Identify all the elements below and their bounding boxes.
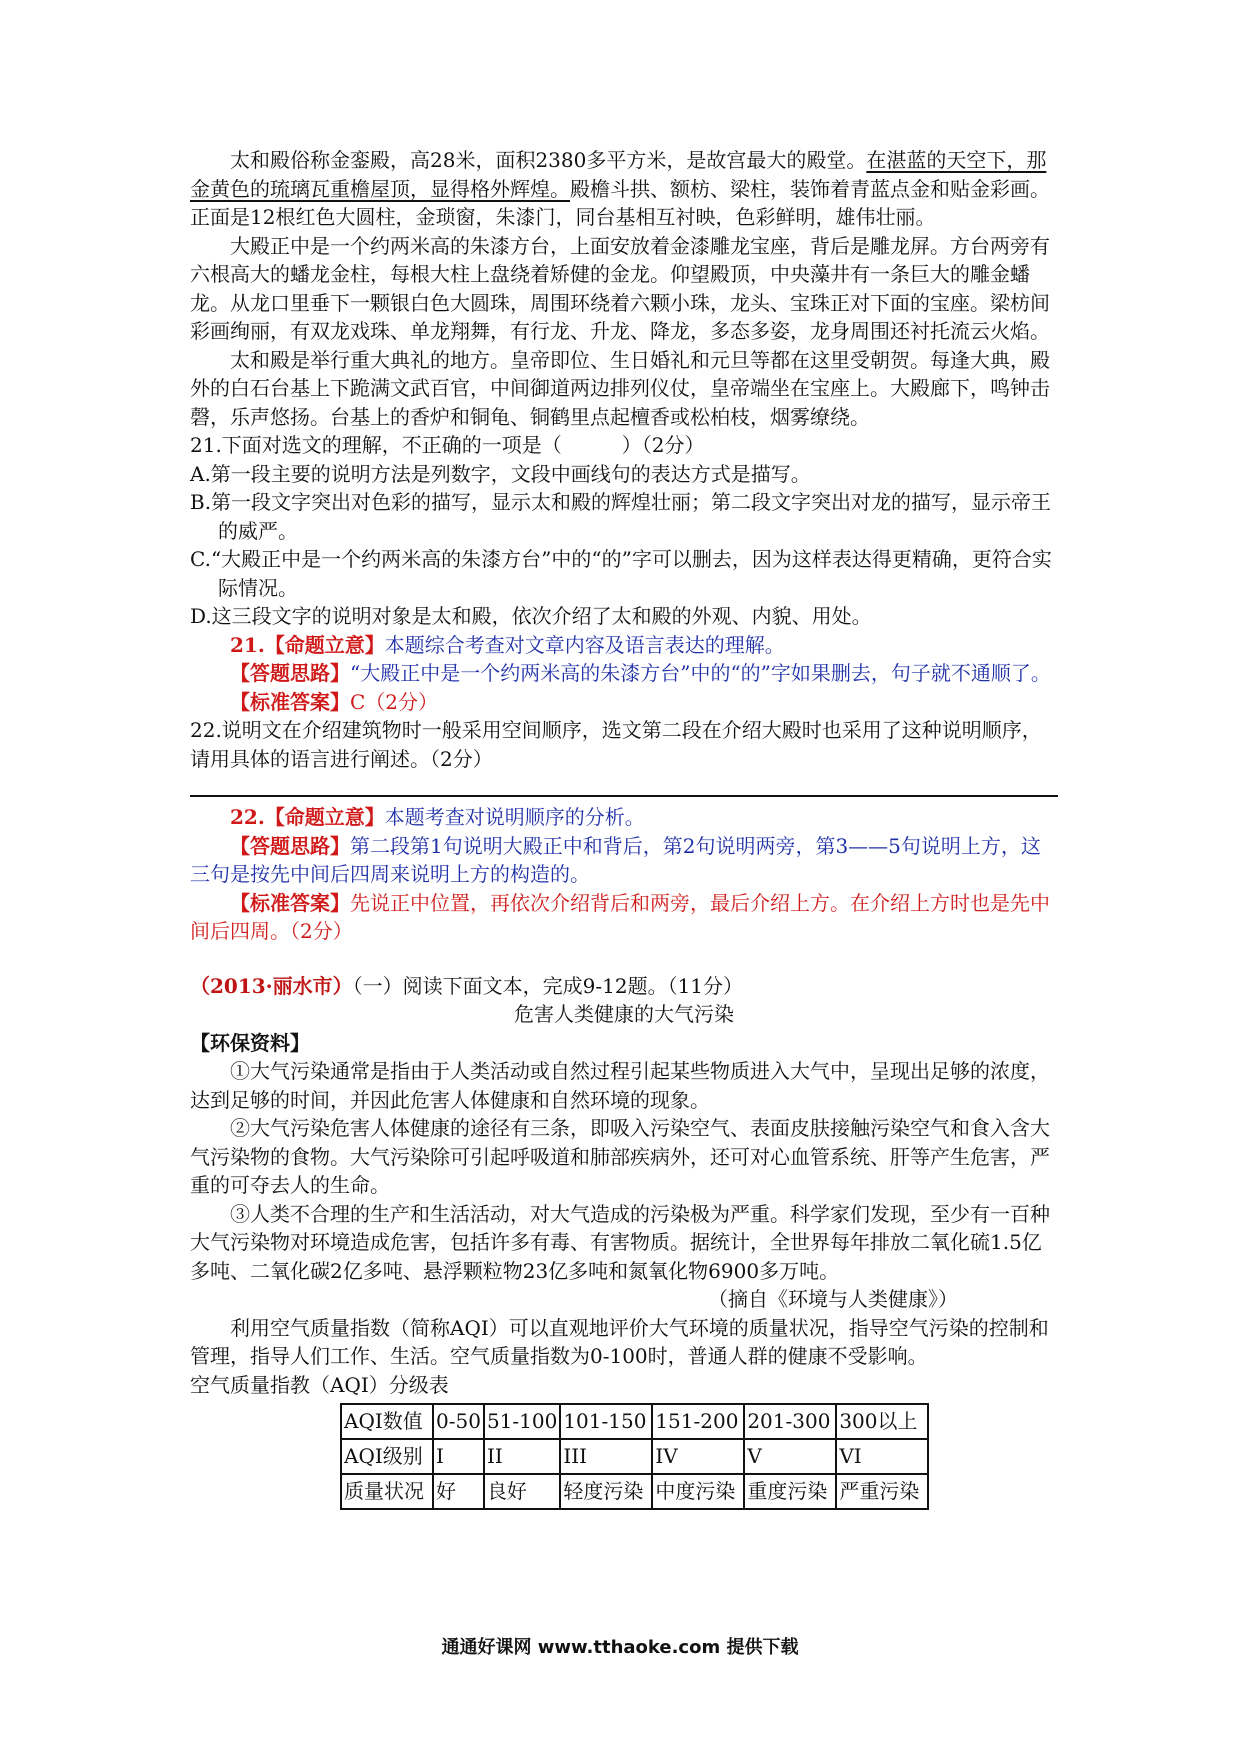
table-cell: 轻度污染 [560,1474,652,1509]
section2-intro [190,972,1058,1001]
q22-intent-label: 22.【命题立意】 [230,805,385,829]
table-cell: IV [652,1439,744,1474]
table-cell: V [744,1439,836,1474]
question-21-option-d: D.这三段文字的说明对象是太和殿，依次介绍了太和殿的外观、内貌、用处。 [190,604,872,628]
q21-intent-label: 21.【命题立意】 [230,632,385,657]
q21-intent-text: 本题综合考查对文章内容及语言表达的理解。 [384,632,785,657]
passage-p1-text-2: 殿檐斗拱、额枋、梁柱，装饰着青蓝点金和贴金彩画。正面是12根红色大圆柱，金琐窗，朱漆门，同台基相互衬映，色彩鲜明，雄伟壮丽。 [190,176,1050,229]
table-cell: 201-300 [744,1404,836,1439]
table-row [341,1404,928,1439]
q21-answer-text: C（2分） [350,689,439,714]
material-1: ①大气污染通常是指由于人类活动或自然过程引起某些物质进入大气中，呈现出足够的浓度，达到足够的时间，并因此危害人体健康和自然环境的现象。 [190,1059,1050,1112]
table-cell: 0-50 [433,1404,484,1439]
table-cell: 严重污染 [836,1474,928,1509]
table-row [341,1474,928,1509]
q22-answer [190,889,1058,946]
q21-idea-text: “大殿正中是一个约两米高的朱漆方台”中的“的”字如果删去，句子就不通顺了。 [350,661,1051,685]
table-cell: I [433,1439,484,1474]
passage-paragraph-1 [190,146,1058,232]
section2-source: （2013·丽水市） [190,973,353,998]
q22-intent [190,803,1058,832]
table-cell: 101-150 [560,1404,652,1439]
section-spacer [190,946,1058,972]
q21-answer-label: 【标准答案】 [230,689,350,714]
table-cell: 中度污染 [652,1474,744,1509]
question-21-option-a: A.第一段主要的说明方法是列数字，文段中画线句的表达方式是描写。 [190,461,811,486]
table-cell: 151-200 [652,1404,744,1439]
table-cell: III [560,1439,652,1474]
material-label: 【环保资料】 [190,1030,310,1055]
page-footer: 通通好课网 www.tthaoke.com 提供下载 [441,1637,799,1658]
q22-idea-label: 【答题思路】 [230,833,350,858]
q21-answer [190,688,1058,717]
table-row [341,1439,928,1474]
q21-intent [190,631,1058,660]
table-cell: 质量状况 [341,1474,433,1509]
table-cell: VI [836,1439,928,1474]
q21-idea [190,659,1058,688]
material-2: ②大气污染危害人体健康的途径有三条，即吸入污染空气、表面皮肤接触污染空气和食入含大气污染物的食物。大气污染除可引起呼吸道和肺部疾病外，还可对心血管系统、肝等产生危害，严重的可夺去人的生命。 [190,1116,1050,1197]
q22-intent-text: 本题考查对说明顺序的分析。 [384,805,645,829]
section2-intro-text: （一）阅读下面文本，完成9-12题。（11分） [352,973,744,998]
table-cell: 良好 [484,1474,560,1509]
question-21-stem: 21.下面对选文的理解，不正确的一项是（ ）（2分） [190,433,705,457]
question-21-option-c: C.“大殿正中是一个约两米高的朱漆方台”中的“的”字可以删去，因为这样表达得更精确，更符合实际情况。 [190,547,1052,600]
answer-line [190,795,1058,797]
q22-idea-text: 第二段第1句说明大殿正中和背后，第2句说明两旁，第3——5句说明上方，这三句是按先中间后四周来说明上方的构造的。 [190,833,1041,886]
table-cell: 重度污染 [744,1474,836,1509]
question-21-option-b: B.第一段文字突出对色彩的描写，显示太和殿的辉煌壮丽；第二段文字突出对龙的描写，显示帝王的威严。 [190,490,1052,543]
question-22-stem: 22.说明文在介绍建筑物时一般采用空间顺序，选文第二段在介绍大殿时也采用了这种说明顺序，请用具体的语言进行阐述。（2分） [190,718,1042,771]
table-cell: AQI级别 [341,1439,433,1474]
material-3: ③人类不合理的生产和生活活动，对大气造成的污染极为严重。科学家们发现，至少有一百种大气污染物对环境造成危害，包括许多有毒、有害物质。据统计，全世界每年排放二氧化硫1.5亿多吨、二氧化碳2亿多吨、悬浮颗粒物23亿多吨和氮氧化物6900多万吨。 [190,1201,1050,1283]
passage-paragraph-2: 大殿正中是一个约两米高的朱漆方台，上面安放着金漆雕龙宝座，背后是雕龙屏。方台两旁有六根高大的蟠龙金柱，每根大柱上盘绕着矫健的金龙。仰望殿顶，中央藻井有一条巨大的雕金蟠龙。从龙口里垂下一颗银白色大圆珠，周围环绕着六颗小珠，龙头、宝珠正对下面的宝座。梁枋间彩画绚丽，有双龙戏珠、单龙翔舞，有行龙、升龙、降龙，多态多姿，龙身周围还衬托流云火焰。 [190,233,1050,343]
section2-title: 危害人类健康的大气污染 [514,1002,734,1026]
aqi-table [340,1403,929,1510]
table-caption: 空气质量指教（AQI）分级表 [190,1372,449,1397]
q22-idea [190,832,1058,889]
table-cell: AQI数值 [341,1404,433,1439]
q22-answer-label: 【标准答案】 [230,890,350,915]
table-cell: 300以上 [836,1404,928,1439]
table-cell: II [484,1439,560,1474]
document-body [190,146,1058,1510]
aqi-paragraph: 利用空气质量指数（简称AQI）可以直观地评价大气环境的质量状况，指导空气污染的控制和管理，指导人们工作、生活。空气质量指数为0-100时，普通人群的健康不受影响。 [190,1315,1049,1368]
q21-idea-label: 【答题思路】 [230,661,350,685]
table-cell: 51-100 [484,1404,560,1439]
table-cell: 好 [433,1474,484,1509]
passage-p1-text: 太和殿俗称金銮殿，高28米，面积2380多平方米，是故宫最大的殿堂。 [230,148,867,172]
q22-answer-text: 先说正中位置，再依次介绍背后和两旁，最后介绍上方。在介绍上方时也是先中间后四周。（2分） [190,890,1050,943]
material-citation: （摘自《环境与人类健康》） [708,1287,958,1311]
underlined-sentence: 在湛蓝的天空下，那金黄色的琉璃瓦重檐屋顶，显得格外辉煌。 [190,148,1047,201]
passage-paragraph-3: 太和殿是举行重大典礼的地方。皇帝即位、生日婚礼和元旦等都在这里受朝贺。每逢大典，殿外的白石台基上下跪满文武百官，中间御道两边排列仪仗，皇帝端坐在宝座上。大殿廊下，鸣钟击磬，乐声悠扬。台基上的香炉和铜龟、铜鹤里点起檀香或松柏枝，烟雾缭绕。 [190,347,1050,429]
